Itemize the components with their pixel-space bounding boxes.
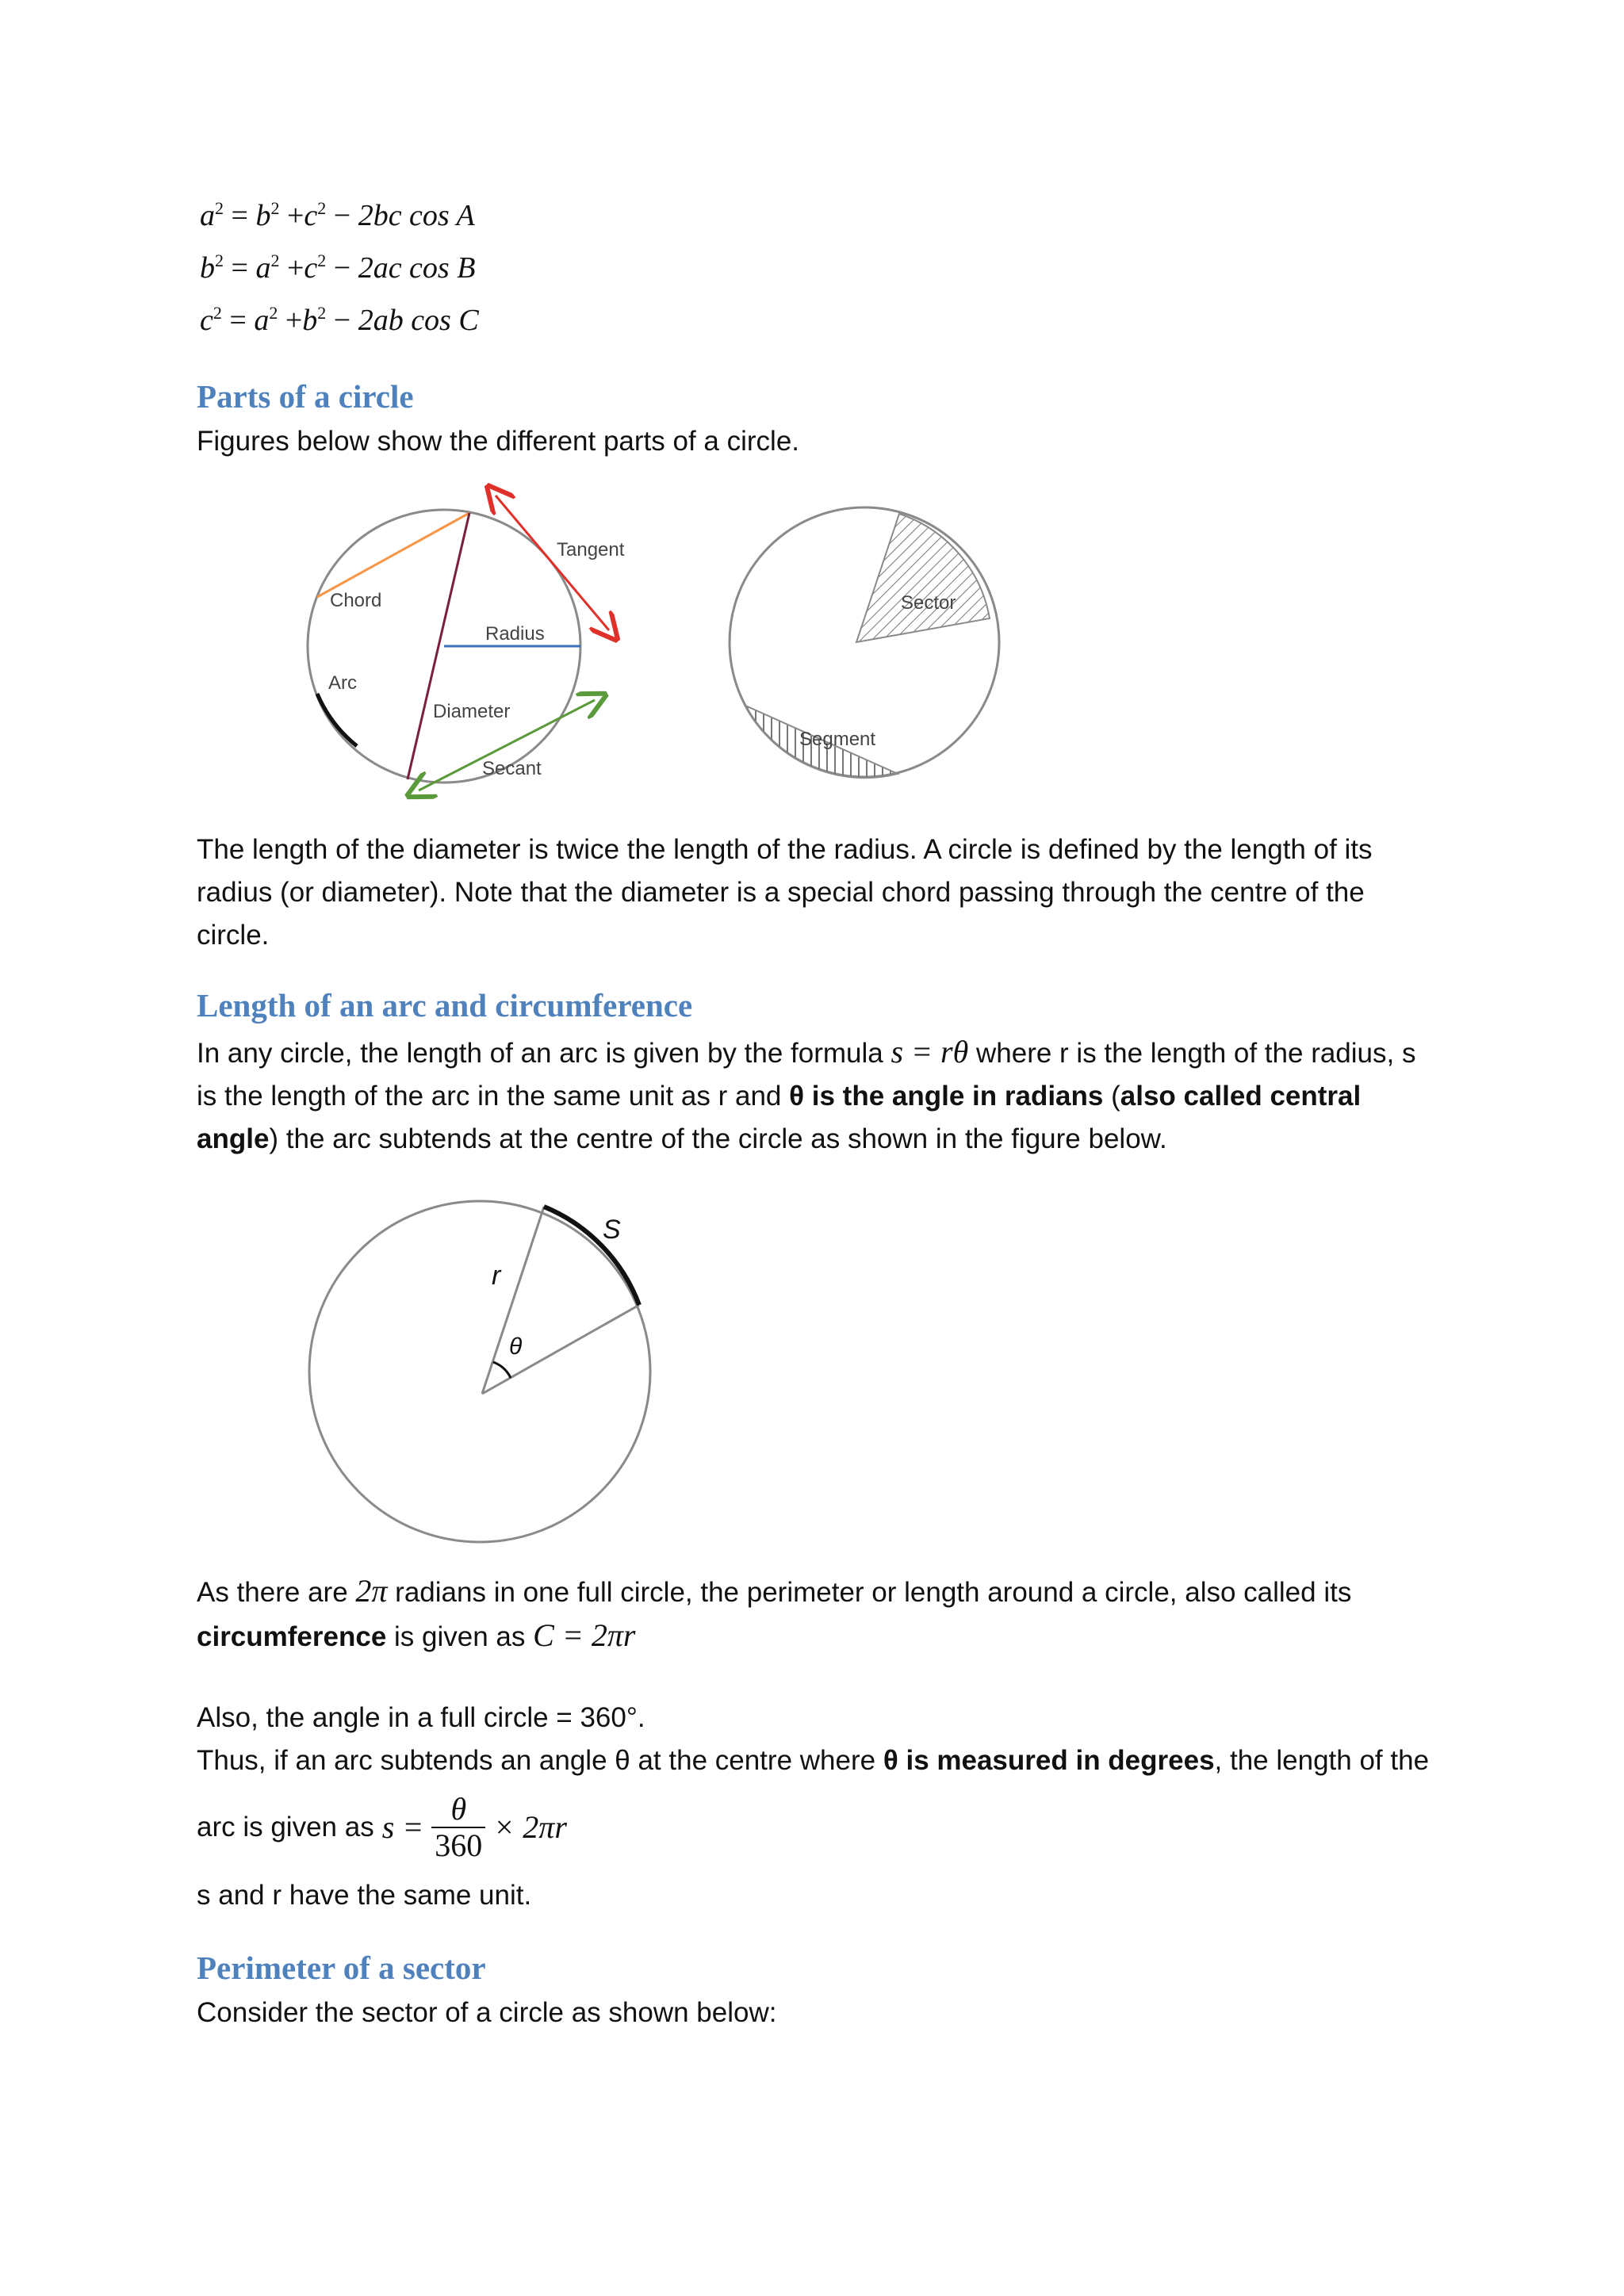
chord-line — [317, 513, 469, 597]
radius-line-2 — [482, 1305, 639, 1394]
arc-degree-formula: arc is given as s = $\frac{\theta}{360}$ × 2πr — [197, 1791, 567, 1863]
section-heading-sector-perimeter: Perimeter of a sector — [197, 1950, 486, 1986]
section-heading-arc-length: Length of an arc and circumference — [197, 987, 693, 1024]
angle-mark — [493, 1362, 511, 1378]
cosine-rule-equation-b: $b^2 = a^2 +c^2 - 2ac$ cos B — [200, 251, 476, 285]
radius-label: Radius — [485, 623, 545, 645]
degree-fraction: $\frac{\theta}{360}$ — [431, 1792, 485, 1863]
arc-length-figure — [293, 1189, 658, 1546]
cosine-rule-equation-c: $c^2 = a^2 +b^2 - 2ab$ cos C — [200, 303, 479, 337]
arc-paragraph-3: Also, the angle in a full circle = 360°. — [197, 1702, 645, 1733]
cosine-rule-equation-a: $a^2 = b^2 +c^2 - 2bc$ cos A — [200, 198, 475, 232]
parts-paragraph: The length of the diameter is twice the length of the radius. A circle is defined by the length of its radius (or diameter). Note that the diameter is a special chord passing through the centre of the circle. — [197, 834, 1373, 951]
arc-paragraph-4: Thus, if an arc subtends an angle θ at the centre where θ is measured in degrees, the length of the — [197, 1745, 1430, 1776]
arc-paragraph-1: In any circle, the length of an arc is given by the formula s = rθ where r is the length of the radius, s is the length of the arc in the same unit as r and θ is the angle in radians (also called central angle) the arc subtends at the centre of the circle as shown in the figure below. — [197, 1034, 1416, 1154]
sector-segment-figure — [714, 492, 1015, 793]
arc-formula: s = rθ — [891, 1034, 969, 1070]
secant-label: Secant — [482, 758, 542, 779]
sector-intro-text: Consider the sector of a circle as shown below: — [197, 1997, 777, 2028]
arc-mark — [317, 694, 357, 746]
section-heading-parts-of-circle: Parts of a circle — [197, 378, 414, 415]
arc-circle — [309, 1201, 650, 1542]
arc-paragraph-6: s and r have the same unit. — [197, 1880, 532, 1911]
diameter-label: Diameter — [433, 701, 511, 722]
tangent-line — [496, 496, 609, 630]
arc-s-label: S — [603, 1215, 621, 1245]
arc-paragraph-2: As there are 2π radians in one full circle, the perimeter or length around a circle, also called its circumference is given as C = 2πr — [197, 1573, 1352, 1653]
sector-shape — [856, 514, 990, 642]
radius-line-1 — [482, 1207, 544, 1394]
theta-label: θ — [509, 1334, 523, 1360]
circle-parts-figure — [301, 480, 666, 813]
segment-label: Segment — [799, 729, 876, 750]
arc-label: Arc — [328, 672, 357, 694]
circumference-formula: C = 2πr — [533, 1617, 636, 1653]
radius-r-label: r — [492, 1261, 501, 1291]
chord-label: Chord — [330, 590, 382, 611]
sector-label: Sector — [901, 592, 956, 614]
parts-intro-text: Figures below show the different parts of a circle. — [197, 426, 800, 457]
tangent-label: Tangent — [557, 539, 625, 561]
